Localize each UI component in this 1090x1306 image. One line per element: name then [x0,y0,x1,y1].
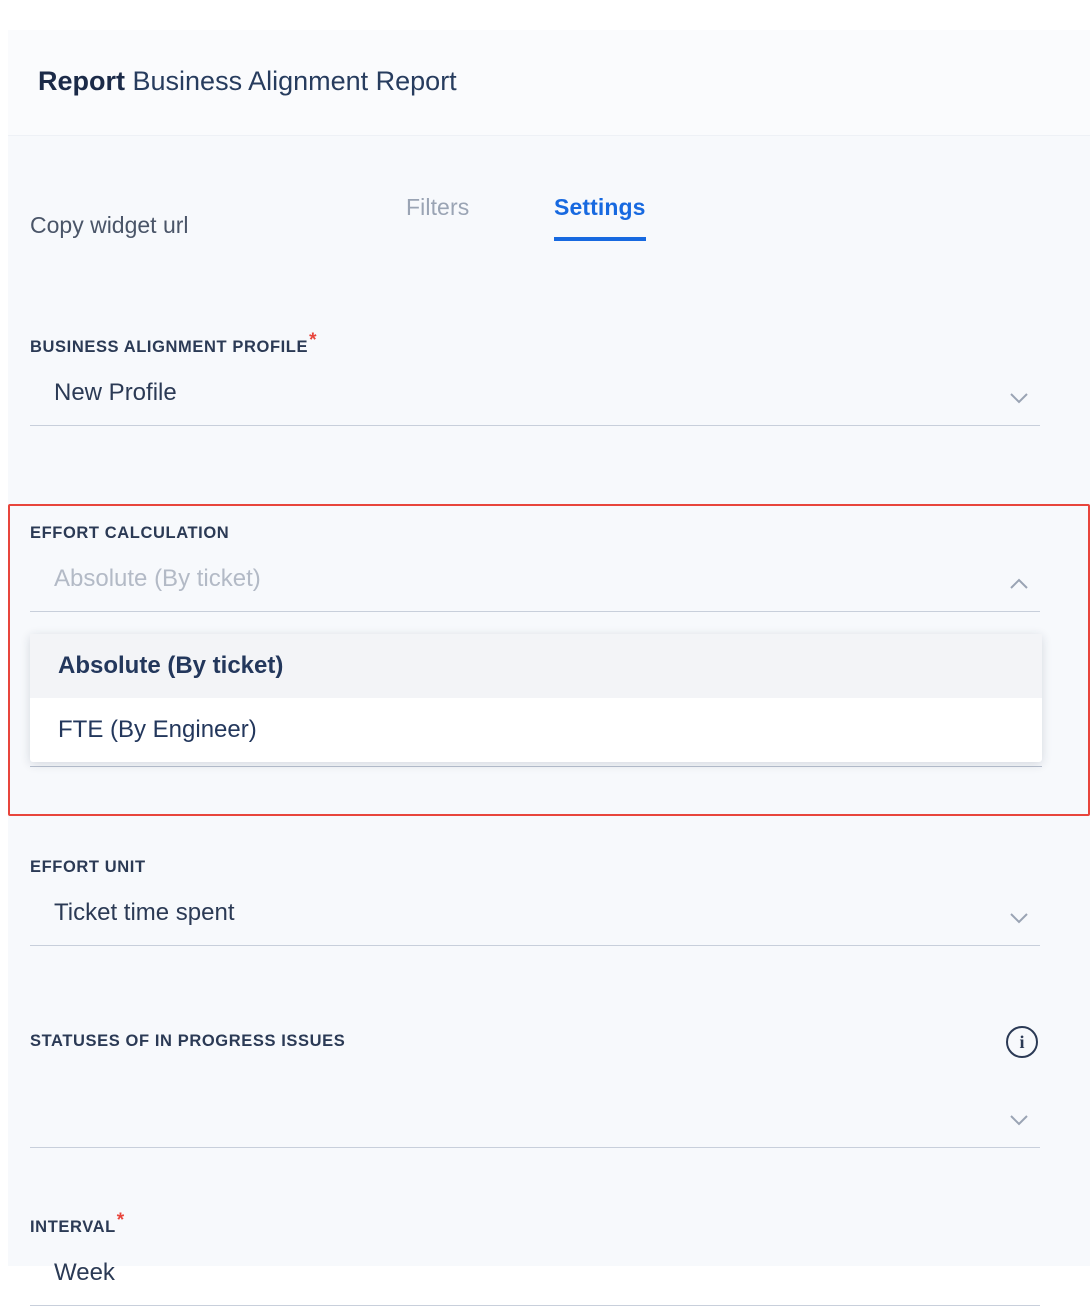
interval-select[interactable] [30,1251,1040,1306]
business-alignment-profile-select[interactable] [30,371,1040,426]
page-title-prefix: Report [38,66,125,96]
chevron-down-icon[interactable] [1006,385,1032,411]
settings-form [8,212,1090,1286]
tab-bar [8,136,1090,220]
chevron-up-icon[interactable] [1006,571,1032,597]
effort-calculation-select[interactable] [30,557,1040,612]
dropdown-option-absolute[interactable]: Absolute (By ticket) [30,634,1042,698]
page-title [38,66,457,97]
effort-calculation-underline [30,766,1042,767]
panel-header [8,30,1090,136]
effort-calculation-value: Absolute (By ticket) [54,565,261,592]
page-title-name: Business Alignment Report [132,66,457,96]
field-interval [30,1209,1040,1306]
report-panel [8,30,1090,1286]
info-icon[interactable]: i [1006,1026,1038,1058]
copy-widget-url-label: Copy widget url [30,212,189,238]
required-asterisk: * [309,329,318,351]
effort-unit-select[interactable] [30,891,1040,946]
field-effort-unit [30,858,1040,946]
effort-unit-label: EFFORT UNIT [30,858,146,876]
business-alignment-profile-value: New Profile [54,379,177,406]
field-business-alignment-profile [30,329,1040,426]
chevron-down-icon[interactable] [1006,905,1032,931]
dropdown-option-fte[interactable]: FTE (By Engineer) [58,716,257,743]
required-asterisk: * [116,1209,125,1231]
copy-widget-url-row[interactable] [30,212,450,244]
business-alignment-profile-label [30,329,1040,357]
field-effort-calculation [30,524,1040,612]
tab-filters[interactable]: Filters [406,194,469,237]
interval-label-text: INTERVAL [30,1218,116,1236]
business-alignment-profile-label-text: BUSINESS ALIGNMENT PROFILE [30,338,309,356]
effort-calculation-label: EFFORT CALCULATION [30,524,230,542]
tab-settings[interactable]: Settings [554,194,646,241]
interval-label [30,1209,1040,1237]
interval-value: Week [54,1259,115,1286]
statuses-in-progress-label: STATUSES OF IN PROGRESS ISSUES [30,1032,346,1050]
chevron-down-icon[interactable] [1006,1107,1032,1133]
statuses-in-progress-select[interactable] [30,1093,1040,1148]
effort-calculation-dropdown [30,634,1042,762]
field-statuses-in-progress [30,1032,1040,1148]
effort-unit-value: Ticket time spent [54,899,235,926]
